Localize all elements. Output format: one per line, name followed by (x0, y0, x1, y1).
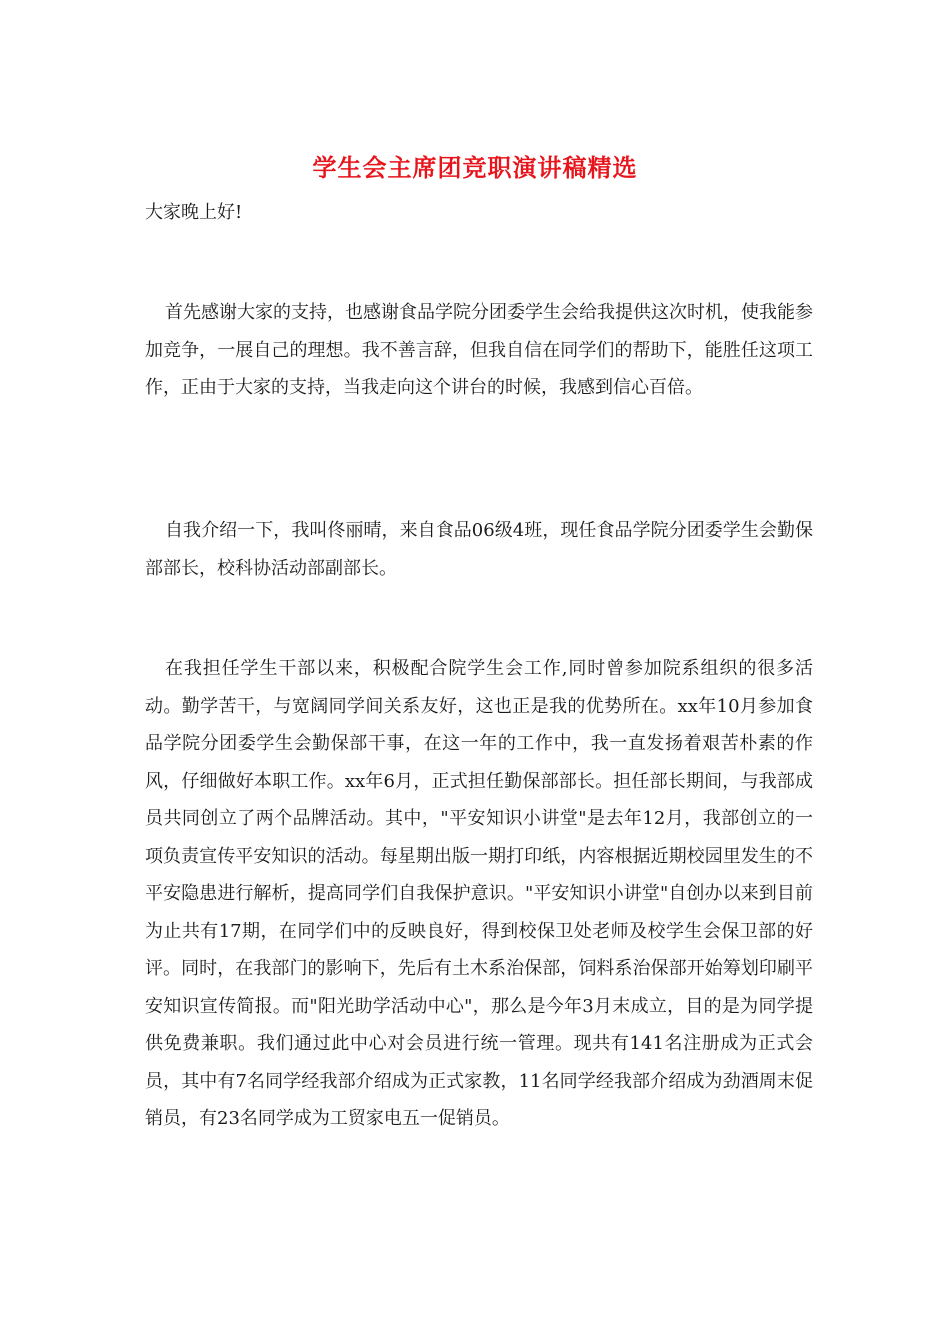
paragraph-experience: 在我担任学生干部以来，积极配合院学生会工作,同时曾参加院系组织的很多活动。勤学苦干，与宽阔同学间关系友好，这也正是我的优势所在。xx年10月参加食品学院分团委学生会勤保部干事，在这一年的工作中，我一直发扬着艰苦朴素的作风，仔细做好本职工作。xx年6月，正式担任勤保部部长。担任部长期间，与我部成员共同创立了两个品牌活动。其中，"平安知识小讲堂"是去年12月，我部创立的一项负责宣传平安知识的活动。每星期出版一期打印纸，内容根据近期校园里发生的不平安隐患进行解析，提高同学们自我保护意识。"平安知识小讲堂"自创办以来到目前为止共有17期，在同学们中的反映良好，得到校保卫处老师及校学生会保卫部的好评。同时，在我部门的影响下，先后有土木系治保部，饲料系治保部开始筹划印刷平安知识宣传简报。而"阳光助学活动中心"，那么是今年3月末成立，目的是为同学提供免费兼职。我们通过此中心对会员进行统一管理。现共有141名注册成为正式会员，其中有7名同学经我部介绍成为正式家教，11名同学经我部介绍成为劲酒周末促销员，有23名同学成为工贸家电五一促销员。 (145, 658, 813, 1129)
paragraph-self-introduction: 自我介绍一下，我叫佟丽晴，来自食品06级4班，现任食品学院分团委学生会勤保部部长，校科协活动部副部长。 (145, 520, 813, 579)
paragraph-intro: 首先感谢大家的支持，也感谢食品学院分团委学生会给我提供这次时机，使我能参加竞争，一展自己的理想。我不善言辞，但我自信在同学们的帮助下，能胜任这项工作，正由于大家的支持，当我走向这个讲台的时候，我感到信心百倍。 (145, 302, 813, 398)
document-title: 学生会主席团竞职演讲稿精选 (312, 153, 638, 182)
greeting-line: 大家晚上好! (145, 202, 243, 223)
